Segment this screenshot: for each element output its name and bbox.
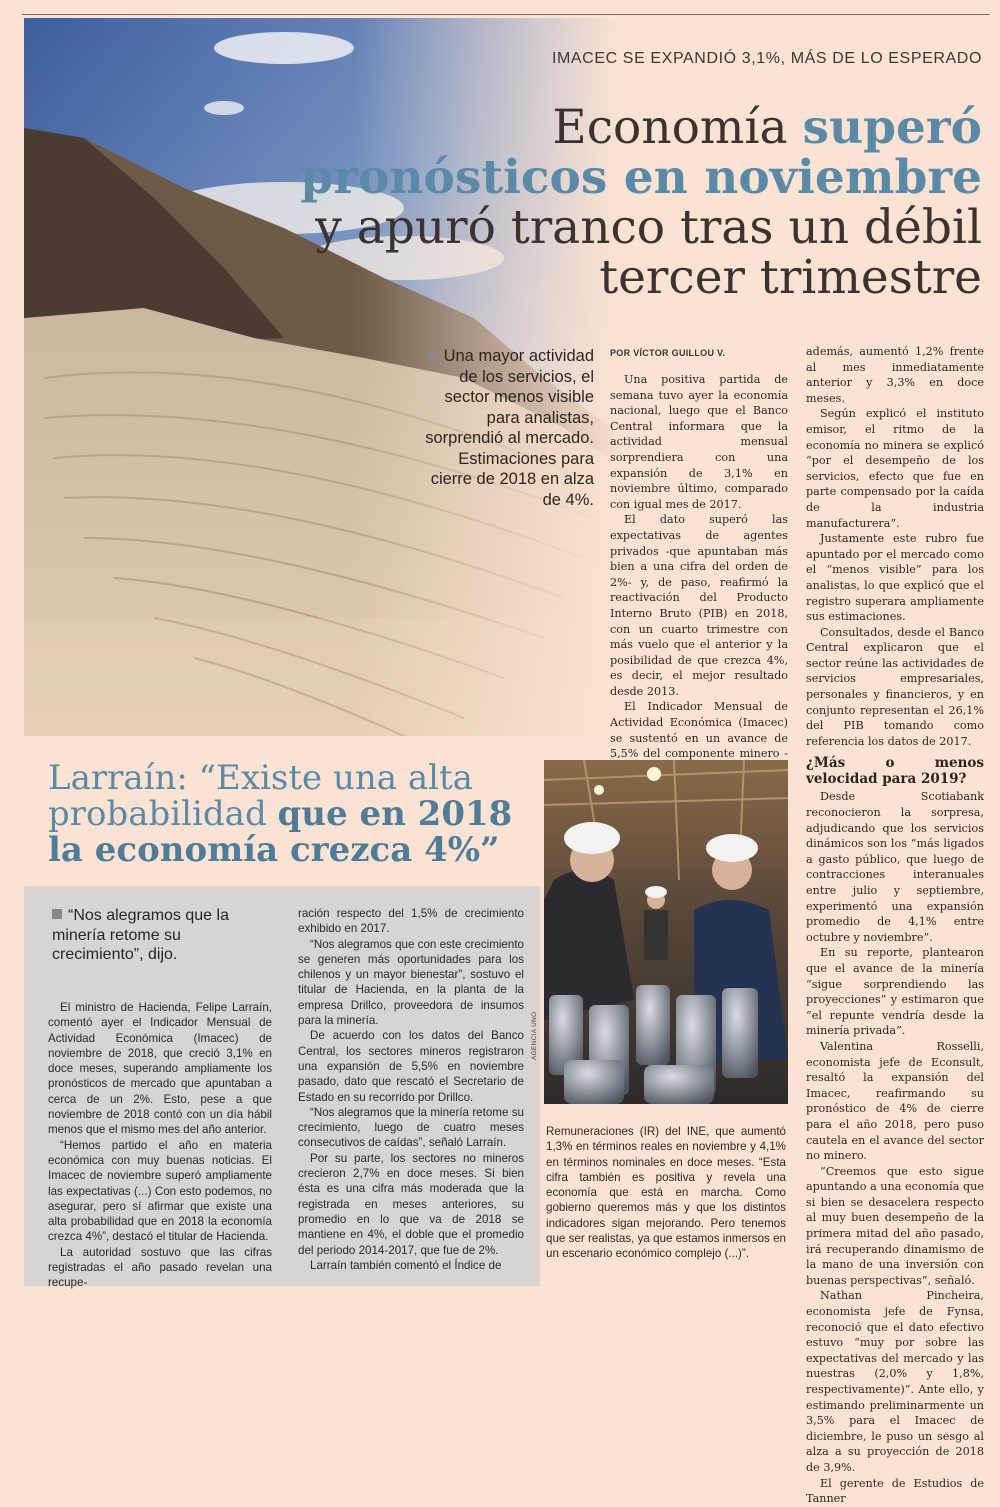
- paragraph: “Hemos partido el año en materia económica con muy buenas noticias. El Imacec de noviembre superó ampliamente las expectativas (...) Con esto podemos, no asegurar, pero sí afirmar que existe una alta probabilidad que en 2018 la economía crezca 4%”, destacó el titular de Hacienda.: [48, 1138, 272, 1244]
- headline-part1: Economía: [552, 100, 803, 156]
- paragraph: Justamente este rubro fue apuntado por el mercado como el “menos visible” para los analistas, lo que explicó que el registro superara ampliamente sus estimaciones.: [806, 532, 984, 624]
- kicker: IMACEC SE EXPANDIÓ 3,1%, MÁS DE LO ESPERADO: [551, 50, 982, 67]
- paragraph: Una positiva partida de semana tuvo ayer la economía nacional, luego que el Banco Central informara que la actividad mensual sorprendiera con una expansión de 3,1% en noviembre último, comparado con igual mes de 2017.: [610, 373, 788, 511]
- paragraph: “Creemos que esto sigue apuntando a una economía que si bien se desacelera respecto al muy buen desempeño de la primera mitad del año pasado, irá recuperando dinamismo de la mano de una inversión con buenas perspectivas”, señaló.: [806, 1164, 984, 1287]
- sub-article-col1: [48, 1000, 272, 1291]
- main-article-col2: [806, 344, 984, 1507]
- paragraph: Nathan Pincheira, economista jefe de Fynsa, reconoció que el dato efectivo estuvo “muy por sobre las expectativas del mercado y las nuestras (2,0% y 1,8%, respectivamente)”. Ante ello, y estimando preliminarmente un 3,5% para el Imacec de diciembre, le puso un sesgo al alza a su proyección de 2018 de 3,9%.: [806, 1289, 984, 1474]
- paragraph: En su reporte, plantearon que el avance de la minería “sigue sorprendiendo las proyecciones” y estimaron que “el repunte vendría desde la minería privada”.: [806, 946, 984, 1038]
- headline-bold: superó pronósticos en noviembre: [300, 100, 982, 206]
- sub-article-title: [48, 760, 518, 868]
- bullet-square-icon: [428, 350, 438, 360]
- paragraph: “Nos alegramos que la minería retome su crecimiento, luego de cuatro meses consecutivos de caídas”, señaló Larraín.: [298, 1105, 524, 1150]
- sub-title-bold: que en 2018 la economía crezca 4%”: [48, 794, 513, 870]
- top-rule: [22, 14, 990, 15]
- byline: POR VÍCTOR GUILLOU V.: [610, 348, 726, 358]
- sub-article-col3: [546, 1124, 786, 1262]
- sub-title-part1: Larraín: “Existe una alta probabilidad: [48, 758, 473, 834]
- headline: [262, 100, 982, 306]
- paragraph: El dato superó las expectativas de agentes privados -que apuntaban más bien a una cifra del orden de 2%- y, de paso, reafirmó la reactivación del Producto Interno Bruto (PIB) en 2018, con un cuarto trimestre con más vuelo que el anterior y la posibilidad de que crezca 4%, es decir, el mejor resultado desde 2013.: [610, 513, 788, 698]
- photo-credit: AGENCIA UNO: [531, 1011, 538, 1060]
- paragraph: Larraín también comentó el Índice de: [310, 1258, 502, 1272]
- pull-quote: [52, 906, 252, 965]
- paragraph: Desde Scotiabank reconocieron la sorpresa, adjudicando que los servicios dinámicos son los “más ligados a gasto público, que luego de contracciones interanuales entre julio y septiembre, experimentó una expansión promedio de 4,1% entre octubre y noviembre”.: [806, 790, 984, 944]
- lead-text: Una mayor actividad de los servicios, el sector menos visible para analistas, sorprendió al mercado. Estimaciones para cierre de 2018 en alza de 4%.: [425, 347, 594, 509]
- paragraph: De acuerdo con los datos del Banco Central, los sectores mineros registraron una expansión de 5,5% en noviembre pasado, dato que rescató el Secretario de Estado en su recorrido por Drillco.: [298, 1029, 524, 1104]
- paragraph: Por su parte, los sectores no mineros crecieron 2,7% en doce meses. Si bien ésta es una cifra más moderada que la registrada en meses anteriores, su promedio en lo que va de 2018 se mantiene en 4%, el doble que el promedio del periodo 2014-2017, que fue de 2%.: [298, 1151, 524, 1257]
- paragraph: El ministro de Hacienda, Felipe Larraín, comentó ayer el Indicador Mensual de Actividad Económica (Imacec) de noviembre de 2018, que creció 3,1% en doce meses, superando ampliamente los pronósticos de mercado que apuntaban a cerca de un 2%. Esto, pese a que noviembre de 2018 contó con un día hábil menos que el mismo mes del año anterior.: [48, 1001, 272, 1137]
- paragraph: Remuneraciones (IR) del INE, que aumentó 1,3% en términos reales en noviembre y 4,1% en términos nominales en doce meses. “Esta cifra también es positiva y revela una economía que está en marcha. Como gobierno queremos más y que los distintos indicadores sigan mejorando. Pero tenemos que ser realistas, ya que estamos inmersos en un escenario económico complejo (...)”.: [546, 1125, 786, 1261]
- pull-quote-text: “Nos alegramos que la minería retome su crecimiento”, dijo.: [52, 907, 229, 963]
- paragraph: Valentina Rosselli, economista jefe de Econsult, resaltó la expansión del Imacec, reafirmando su pronóstico de 4% de cierre para el año 2018, pero puso cautela en el avance del sector no minero.: [806, 1039, 984, 1163]
- headline-part2: y apuró tranco tras un débil tercer trimestre: [315, 200, 982, 306]
- sub-article-col2: [298, 906, 524, 1273]
- lead-paragraph: [418, 346, 594, 510]
- paragraph: además, aumentó 1,2% frente al mes inmediatamente anterior y 3,3% en doce meses.: [806, 345, 984, 405]
- bullet-square-icon: [52, 909, 62, 919]
- paragraph: El gerente de Estudios de Tanner: [806, 1476, 984, 1506]
- paragraph: “Nos alegramos que con este crecimiento se generen más oportunidades para los chilenos y un mayor bienestar”, sostuvo el titular de Hacienda, en la planta de la empresa Drillco, proveedora de insumos para la minería.: [298, 937, 524, 1028]
- paragraph: Según explicó el instituto emisor, el ritmo de la economía no minera se explicó “por el desempeño de los servicios, efecto que fue en parte compensado por la caída de la industria manufacturera”.: [806, 407, 984, 530]
- paragraph: ración respecto del 1,5% de crecimiento exhibido en 2017.: [298, 907, 524, 936]
- paragraph: El Indicador Mensual de Actividad Económica (Imacec) se sustentó en un avance de 5,5% del componente minero -: [610, 700, 788, 761]
- paragraph: La autoridad sostuvo que las cifras registradas el año pasado revelan una recupe-: [48, 1245, 272, 1290]
- subheading: ¿Más o menos velocidad para 2019?: [806, 755, 984, 788]
- factory-photo: [544, 760, 788, 1104]
- paragraph: Consultados, desde el Banco Central explicaron que el sector reúne las actividades de servicios empresariales, personales y financieros, y en conjunto representan el 26,1% del PIB tomando como referencia los datos de 2017.: [806, 625, 984, 748]
